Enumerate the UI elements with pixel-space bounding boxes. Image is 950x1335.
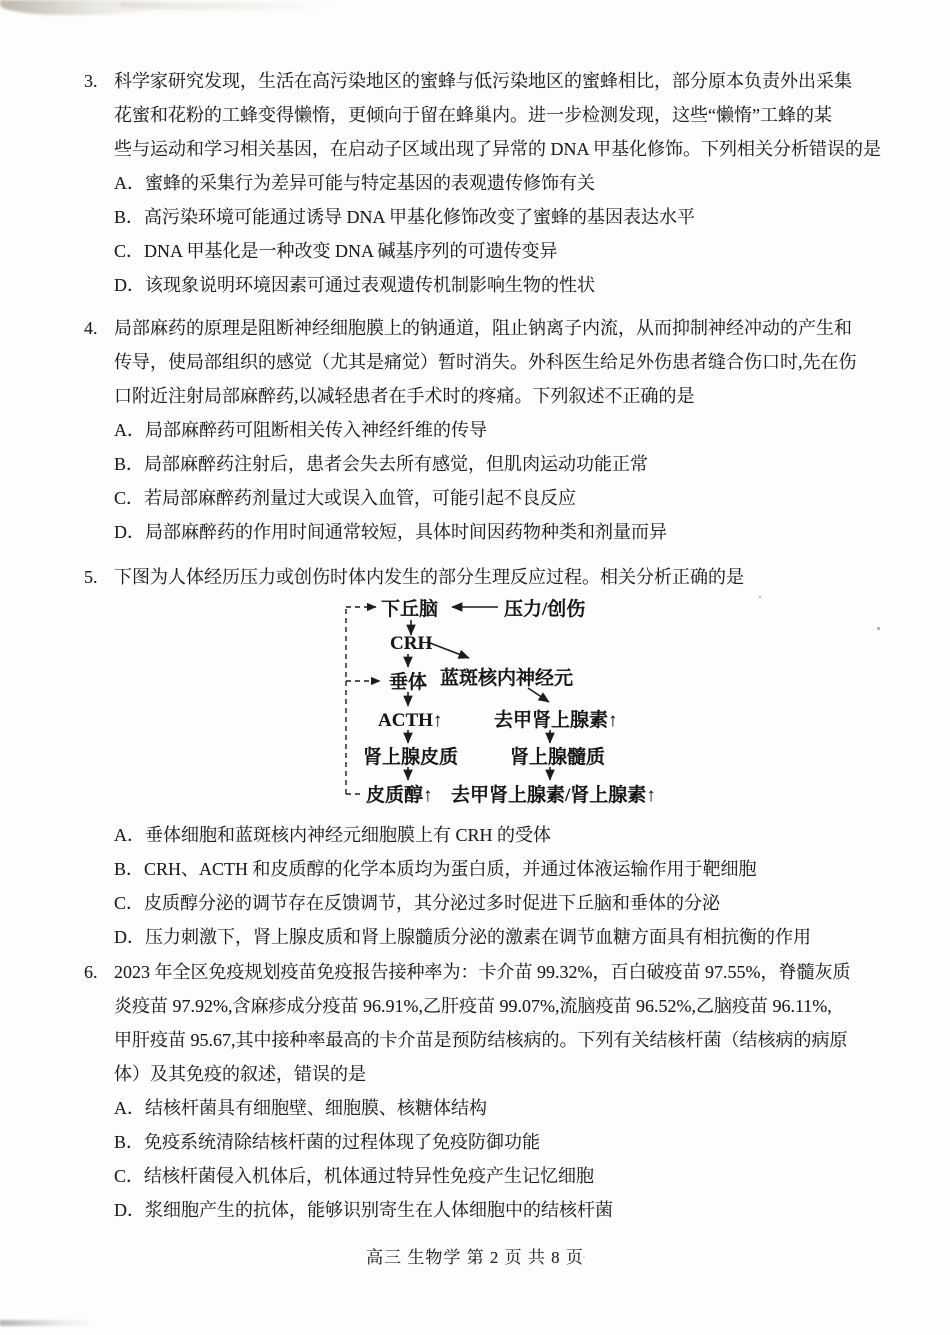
node-locus-coeruleus: 蓝斑核内神经元 xyxy=(440,668,574,689)
question-4 xyxy=(84,311,926,549)
question-3-option-b: B．高污染环境可能通过诱导 DNA 甲基化修饰改变了蜜蜂的基因表达水平 xyxy=(114,207,696,227)
question-3 xyxy=(84,64,926,302)
node-pituitary: 垂体 xyxy=(389,672,428,693)
question-6-option-b: B．免疫系统清除结核杆菌的过程体现了免疫防御功能 xyxy=(114,1132,541,1152)
question-3-stem-line-1: 科学家研究发现，生活在高污染地区的蜜蜂与低污染地区的蜜蜂相比，部分原本负责外出采集 xyxy=(114,71,852,91)
question-6 xyxy=(84,955,926,1227)
question-6-option-d: D．浆细胞产生的抗体，能够识别寄生在人体细胞中的结核杆菌 xyxy=(114,1200,613,1220)
question-5 xyxy=(84,560,926,954)
question-4-option-a: A．局部麻醉药可阻断相关传入神经纤维的传导 xyxy=(114,420,487,440)
question-4-number: 4. xyxy=(84,318,98,338)
question-3-option-c: C．DNA 甲基化是一种改变 DNA 碱基序列的可遗传变异 xyxy=(114,241,558,261)
node-ne-epinephrine: 去甲肾上腺素/肾上腺素↑ xyxy=(451,785,656,806)
question-6-stem-line-1: 2023 年全区免疫规划疫苗免疫报告接种率为：卡介苗 99.32%，百白破疫苗 97.55%，脊髓灰质 xyxy=(114,962,851,982)
question-4-option-b: B．局部麻醉药注射后，患者会失去所有感觉，但肌肉运动功能正常 xyxy=(114,454,649,474)
scan-artifact-top-left-wisp xyxy=(120,2,340,10)
node-stress: 压力/创伤 xyxy=(504,599,586,620)
question-3-option-a: A．蜜蜂的采集行为差异可能与特定基因的表观遗传修饰有关 xyxy=(114,173,595,193)
arrow-locus-to-ne xyxy=(528,688,549,702)
question-3-number: 3. xyxy=(84,71,98,91)
question-5-stem-line-1: 下图为人体经历压力或创伤时体内发生的部分生理反应过程。相关分析正确的是 xyxy=(114,567,744,587)
arrow-crh-to-locus xyxy=(430,643,469,658)
question-6-option-c: C．结核杆菌侵入机体后，机体通过特异性免疫产生记忆细胞 xyxy=(114,1166,595,1186)
question-3-option-d: D．该现象说明环境因素可通过表观遗传机制影响生物的性状 xyxy=(114,275,595,295)
node-cortisol: 皮质醇↑ xyxy=(366,785,433,806)
question-6-option-a: A．结核杆菌具有细胞壁、细胞膜、核糖体结构 xyxy=(114,1098,487,1118)
question-6-stem-line-4: 体）及其免疫的叙述，错误的是 xyxy=(114,1064,366,1084)
question-5-option-b: B．CRH、ACTH 和皮质醇的化学本质均为蛋白质，并通过体液运输作用于靶细胞 xyxy=(114,859,757,879)
question-5-number: 5. xyxy=(84,567,98,587)
question-4-stem-line-1: 局部麻药的原理是阻断神经细胞膜上的钠通道，阻止钠离子内流，从而抑制神经冲动的产生和 xyxy=(114,318,852,338)
question-4-stem-line-2: 传导，使局部组织的感觉（尤其是痛觉）暂时消失。外科医生给足外伤患者缝合伤口时,先在伤 xyxy=(114,352,857,372)
node-adrenal-cortex: 肾上腺皮质 xyxy=(363,747,459,768)
node-acth: ACTH↑ xyxy=(378,710,443,731)
question-5-option-c: C．皮质醇分泌的调节存在反馈调节，其分泌过多时促进下丘脑和垂体的分泌 xyxy=(114,893,721,913)
scan-artifact-bottom-left xyxy=(0,1320,95,1326)
question-6-stem-line-3: 甲肝疫苗 95.67,其中接种率最高的卡介苗是预防结核病的。下列有关结核杆菌（结核病的病原 xyxy=(114,1030,848,1050)
question-4-option-d: D．局部麻醉药的作用时间通常较短，具体时间因药物种类和剂量而异 xyxy=(114,522,667,542)
question-5-option-d: D．压力刺激下，肾上腺皮质和肾上腺髓质分泌的激素在调节血糖方面具有相抗衡的作用 xyxy=(114,927,811,947)
question-5-option-a: A．垂体细胞和蓝斑核内神经元细胞膜上有 CRH 的受体 xyxy=(114,825,552,845)
question-6-number: 6. xyxy=(84,962,98,982)
page-footer: 高三 生物学 第 2 页 共 8 页 xyxy=(366,1248,584,1267)
node-hypothalamus: 下丘脑 xyxy=(381,599,439,620)
node-crh: CRH xyxy=(390,633,433,654)
node-adrenal-medulla: 肾上腺髓质 xyxy=(510,747,606,768)
question-4-option-c: C．若局部麻醉药剂量过大或误入血管，可能引起不良反应 xyxy=(114,488,577,508)
question-6-stem-line-2: 炎疫苗 97.92%,含麻疹成分疫苗 96.91%,乙肝疫苗 99.07%,流脑疫苗 96.52%,乙脑疫苗 96.11%, xyxy=(114,996,832,1016)
question-4-stem-line-3: 口附近注射局部麻醉药,以减轻患者在手术时的疼痛。下列叙述不正确的是 xyxy=(114,386,695,406)
stress-response-diagram xyxy=(328,596,673,818)
question-3-stem-line-2: 花蜜和花粉的工蜂变得懒惰，更倾向于留在蜂巢内。进一步检测发现，这些“懒惰”工蜂的某 xyxy=(114,105,832,125)
question-3-stem-line-3: 些与运动和学习相关基因，在启动子区域出现了异常的 DNA 甲基化修饰。下列相关分析错误的是 xyxy=(114,139,881,159)
node-norepinephrine: 去甲肾上腺素↑ xyxy=(494,710,618,731)
